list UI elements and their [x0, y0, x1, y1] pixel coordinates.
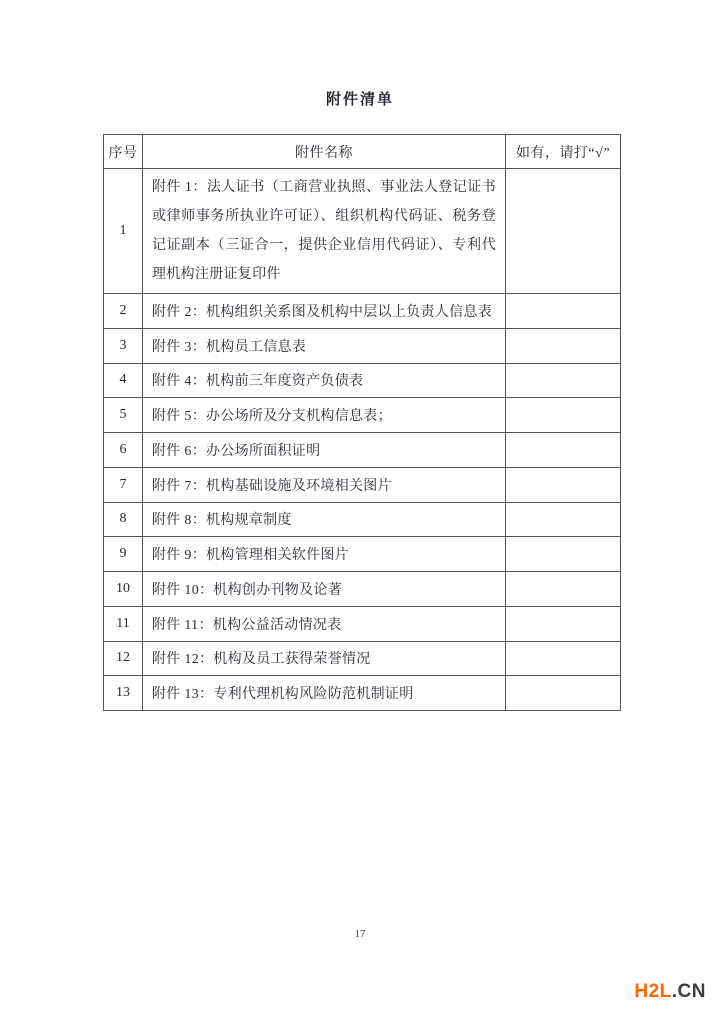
attachment-name: 附件 2：机构组织关系图及机构中层以上负责人信息表: [143, 294, 506, 329]
check-cell: [506, 467, 621, 502]
attachment-table: [103, 134, 621, 711]
row-serial-number: 9: [104, 537, 143, 572]
watermark-brand-text: H2L: [634, 981, 672, 1002]
table-row: [104, 433, 621, 468]
row-serial-number: 7: [104, 467, 143, 502]
check-cell: [506, 572, 621, 607]
attachment-name: 附件 10：机构创办刊物及论著: [143, 572, 506, 607]
check-cell: [506, 676, 621, 711]
attachment-name: 附件 11：机构公益活动情况表: [143, 606, 506, 641]
table-row: [104, 641, 621, 676]
row-serial-number: 5: [104, 398, 143, 433]
attachment-name: 附件 1：法人证书（工商营业执照、事业法人登记证书或律师事务所执业许可证）、组织机构代码证、税务登记证副本（三证合一，提供企业信用代码证）、专利代理机构注册证复印件: [143, 169, 506, 294]
row-serial-number: 4: [104, 363, 143, 398]
attachment-name: 附件 3：机构员工信息表: [143, 328, 506, 363]
attachment-name: 附件 6：办公场所面积证明: [143, 433, 506, 468]
watermark-suffix-text: .CN: [671, 981, 706, 1002]
row-serial-number: 1: [104, 169, 143, 294]
table-row: [104, 537, 621, 572]
check-cell: [506, 294, 621, 329]
table-row: [104, 169, 621, 294]
check-cell: [506, 169, 621, 294]
row-serial-number: 2: [104, 294, 143, 329]
table-row: [104, 676, 621, 711]
check-cell: [506, 363, 621, 398]
table-row: [104, 398, 621, 433]
col-header-serial-number: 序号: [104, 135, 143, 169]
page-title: 附件清单: [325, 92, 394, 108]
attachment-name: 附件 8：机构规章制度: [143, 502, 506, 537]
attachment-name: 附件 9：机构管理相关软件图片: [143, 537, 506, 572]
table-row: [104, 328, 621, 363]
attachment-name: 附件 13：专利代理机构风险防范机制证明: [143, 676, 506, 711]
row-serial-number: 3: [104, 328, 143, 363]
row-serial-number: 10: [104, 572, 143, 607]
row-serial-number: 6: [104, 433, 143, 468]
check-cell: [506, 502, 621, 537]
row-serial-number: 11: [104, 606, 143, 641]
row-serial-number: 8: [104, 502, 143, 537]
attachment-name: 附件 12：机构及员工获得荣誉情况: [143, 641, 506, 676]
table-header-row: [104, 135, 621, 169]
check-cell: [506, 606, 621, 641]
attachment-name: 附件 5：办公场所及分支机构信息表；: [143, 398, 506, 433]
attachment-name: 附件 7：机构基础设施及环境相关图片: [143, 467, 506, 502]
table-row: [104, 572, 621, 607]
check-cell: [506, 641, 621, 676]
table-row: [104, 467, 621, 502]
col-header-tick-if-any: 如有，请打“√”: [506, 135, 621, 169]
check-cell: [506, 328, 621, 363]
row-serial-number: 13: [104, 676, 143, 711]
table-row: [104, 606, 621, 641]
table-row: [104, 294, 621, 329]
check-cell: [506, 433, 621, 468]
table-row: [104, 502, 621, 537]
check-cell: [506, 537, 621, 572]
table-row: [104, 363, 621, 398]
col-header-attachment-name: 附件名称: [143, 135, 506, 169]
page-number: 17: [354, 928, 366, 940]
attachment-name: 附件 4：机构前三年度资产负债表: [143, 363, 506, 398]
check-cell: [506, 398, 621, 433]
row-serial-number: 12: [104, 641, 143, 676]
watermark-logo: [634, 981, 706, 1003]
